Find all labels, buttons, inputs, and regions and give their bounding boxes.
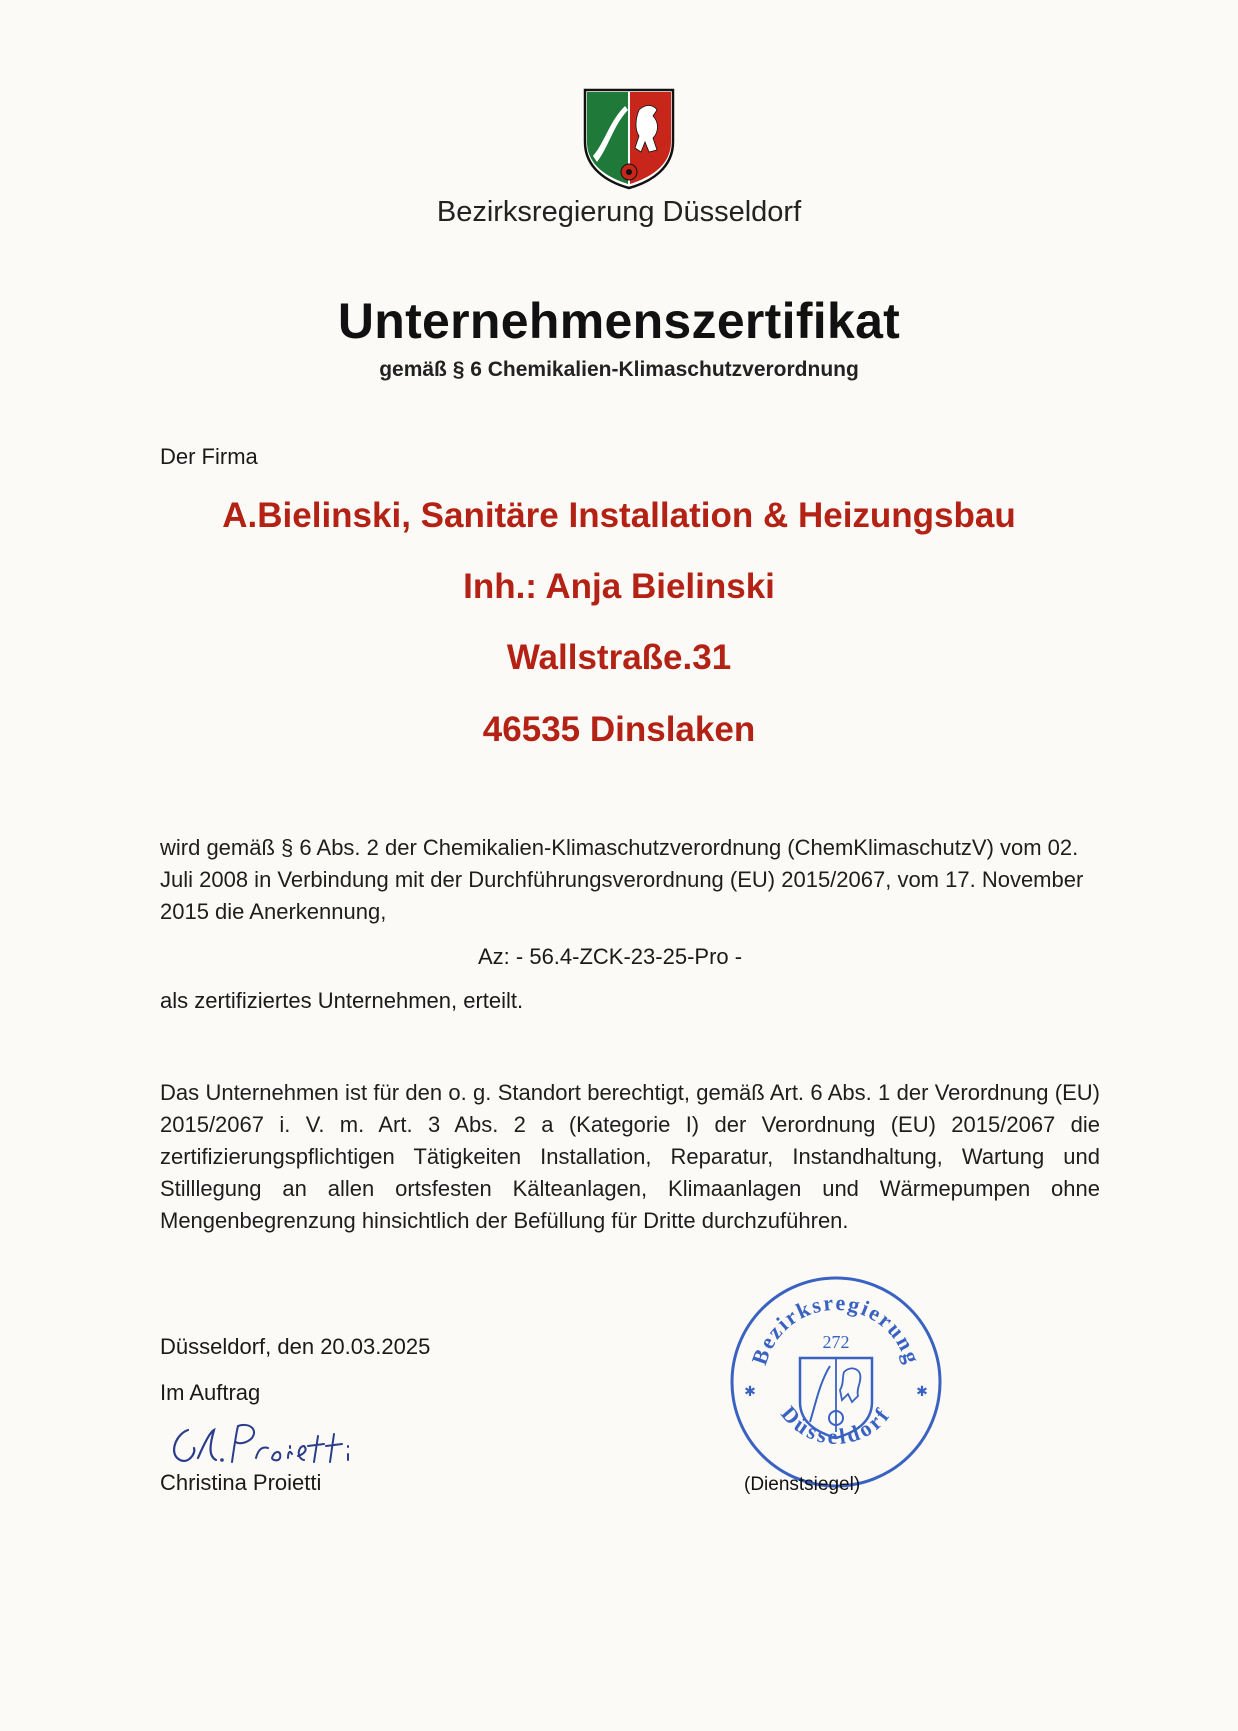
certificate-subtitle: gemäß § 6 Chemikalien-Klimaschutzverordnung <box>379 358 859 381</box>
scope-paragraph: Das Unternehmen ist für den o. g. Standort berechtigt, gemäß Art. 6 Abs. 1 der Verordnung (EU) 2015/2067 i. V. m. Art. 3 Abs. 2 a (Kategorie I) der Verordnung (EU) 2015/2067 die zertifizierungspflichtigen Tätigkeiten Installation, Reparatur, Instandhaltung, Wartung und Stilllegung an allen ortsfesten Kälteanlagen, Klimaanlagen und Wärmepumpen ohne Mengenbegrenzung hinsichtlich der Befüllung für Dritte durchzuführen. <box>160 1080 1100 1233</box>
certification-grant: als zertifiziertes Unternehmen, erteilt. <box>160 988 524 1013</box>
svg-text:✱: ✱ <box>744 1383 756 1399</box>
seal-top-text: Bezirksregierung <box>746 1289 926 1368</box>
seal-caption: (Dienstsiegel) <box>744 1474 861 1495</box>
signer-name: Christina Proietti <box>160 1470 322 1495</box>
coat-of-arms-icon <box>578 86 680 190</box>
company-street: Wallstraße.31 <box>506 638 732 677</box>
seal-number: 272 <box>822 1332 850 1352</box>
on-behalf-label: Im Auftrag <box>160 1380 261 1405</box>
svg-text:✱: ✱ <box>916 1383 928 1399</box>
company-name: A.Bielinski, Sanitäre Installation & Heizungsbau <box>222 496 1016 535</box>
signature-icon <box>158 1414 358 1474</box>
certificate-title: Unternehmenszertifikat <box>337 293 901 349</box>
issuing-authority: Bezirksregierung Düsseldorf <box>436 196 802 228</box>
svg-text:Bezirksregierung <box>746 1290 925 1368</box>
company-city: 46535 Dinslaken <box>482 710 756 749</box>
legal-basis-paragraph: wird gemäß § 6 Abs. 2 der Chemikalien-Klimaschutzverordnung (ChemKlimaschutzV) vom 02. Juli 2008 in Verbindung mit der Durchführungsverordnung (EU) 2015/2067, vom 17. November 2015 die Anerkennung, <box>160 835 1084 924</box>
official-seal-icon <box>726 1272 946 1492</box>
recipient-intro: Der Firma <box>160 444 258 469</box>
company-owner: Inh.: Anja Bielinski <box>463 567 775 606</box>
seal-bottom-text: Düsseldorf <box>776 1400 896 1450</box>
reference-number: Az: - 56.4-ZCK-23-25-Pro - <box>478 944 743 969</box>
place-and-date: Düsseldorf, den 20.03.2025 <box>160 1334 431 1359</box>
